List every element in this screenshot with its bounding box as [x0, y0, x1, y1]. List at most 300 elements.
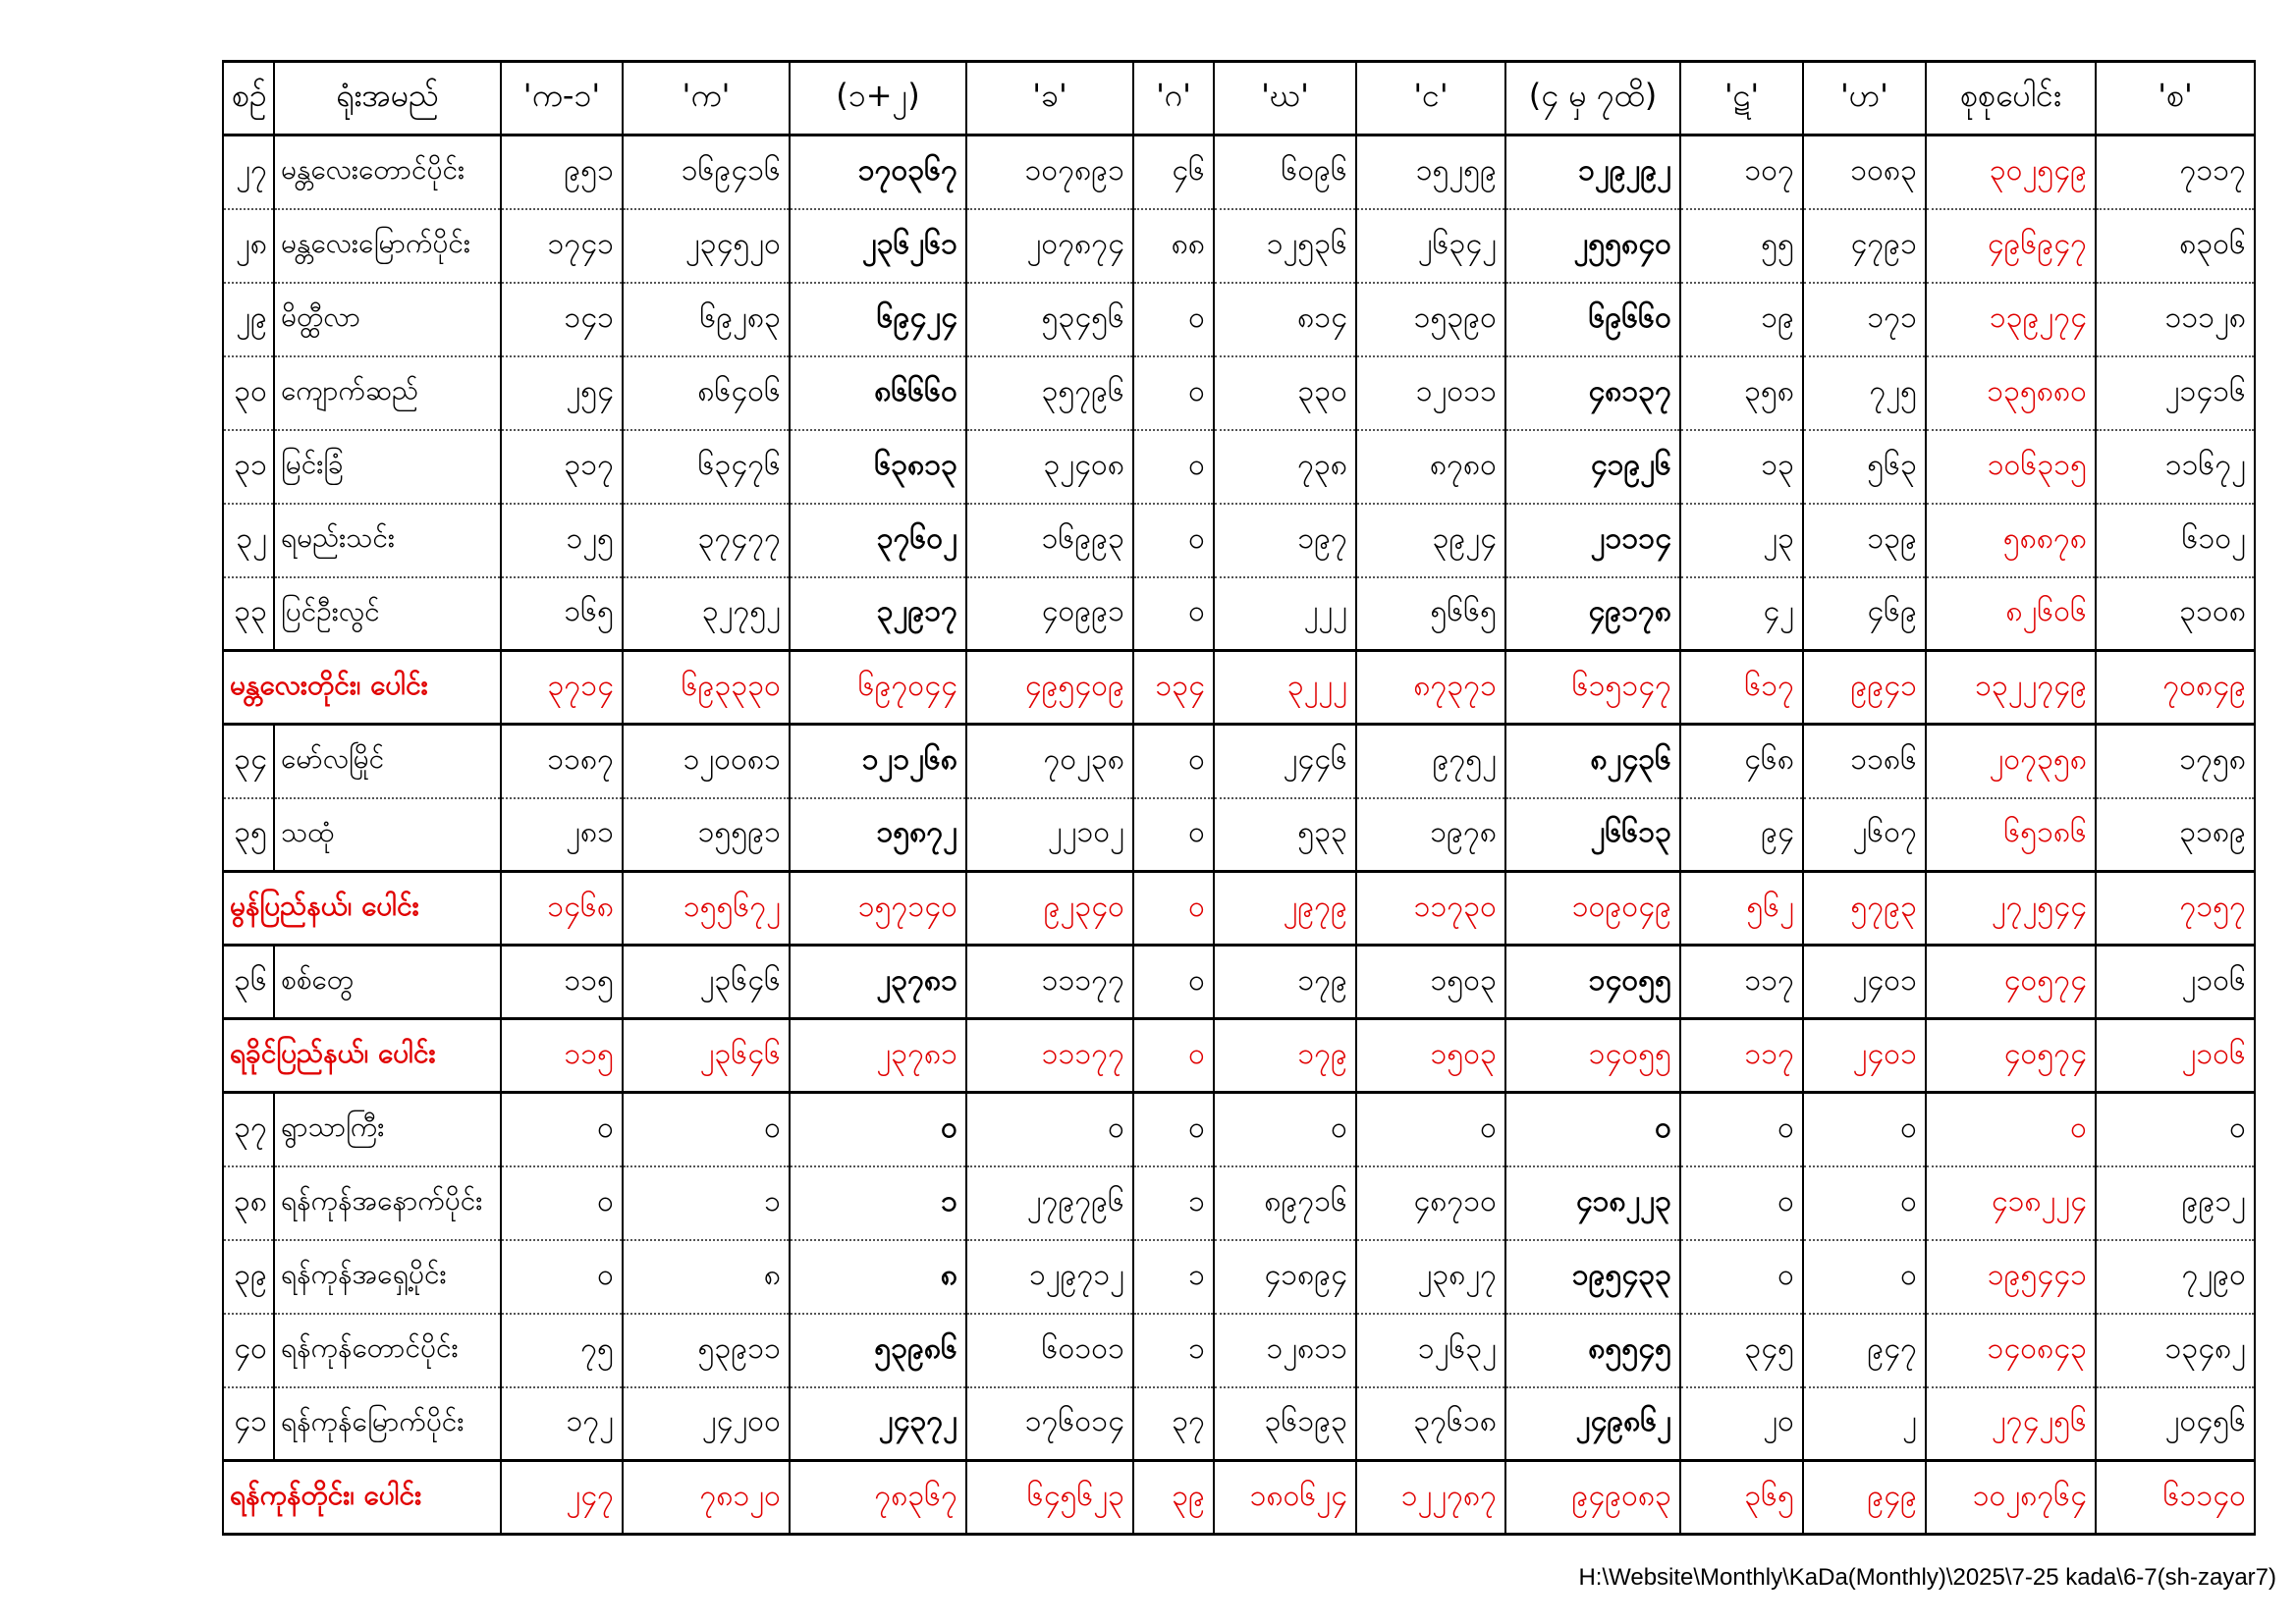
header-cell: 'က' [623, 62, 790, 135]
table-cell: ၁၃၉ [1803, 504, 1926, 577]
subtotal-cell: ၁၄၆၈ [501, 872, 623, 946]
table-cell: ၄၉၆၉၄၇ [1926, 209, 2096, 283]
row-index: ၃၈ [223, 1166, 274, 1240]
office-name: မန္တလေးတောင်ပိုင်း [274, 135, 501, 209]
row-index: ၄၁ [223, 1387, 274, 1461]
table-cell: ၁၁၈၆ [1803, 725, 1926, 798]
subtotal-cell: ၄၉၅၄၀၉ [966, 651, 1133, 725]
office-name: ရန်ကုန်အနောက်ပိုင်း [274, 1166, 501, 1240]
table-cell: ၈ [623, 1240, 790, 1314]
table-cell: ၂၆၀၇ [1803, 798, 1926, 872]
subtotal-row [223, 872, 2255, 946]
subtotal-cell: ၆၁၁၄၀ [2096, 1461, 2255, 1535]
table-cell: ၁၂၁၂၆၈ [790, 725, 966, 798]
table-cell: ၁၇၉ [1214, 946, 1356, 1019]
table-cell: ၆၅၁၈၆ [1926, 798, 2096, 872]
subtotal-cell: ၉၉၄၁ [1803, 651, 1926, 725]
table-cell: ၂၄၃၇၂ [790, 1387, 966, 1461]
row-index: ၃၅ [223, 798, 274, 872]
table-cell: ၁၂၈၁၁ [1214, 1314, 1356, 1387]
header-cell: စုစုပေါင်း [1926, 62, 2096, 135]
table-cell: ၈၈ [1133, 209, 1214, 283]
table-cell: ၀ [1680, 1240, 1803, 1314]
subtotal-cell: ၇၀၈၄၉ [2096, 651, 2255, 725]
subtotal-cell: ၀ [1133, 1019, 1214, 1093]
table-cell: ၂၀၇၃၅၈ [1926, 725, 2096, 798]
subtotal-cell: ၃၆၅ [1680, 1461, 1803, 1535]
table-cell: ၂၁၀၆ [2096, 946, 2255, 1019]
subtotal-cell: ၁၄၀၅၅ [1505, 1019, 1680, 1093]
table-cell: ၀ [1680, 1093, 1803, 1166]
subtotal-cell: ၆၄၅၆၂၃ [966, 1461, 1133, 1535]
table-cell: ၅၆၆၅ [1356, 577, 1505, 651]
row-index: ၃၂ [223, 504, 274, 577]
table-row [223, 1166, 2255, 1240]
table-cell: ၂ [1803, 1387, 1926, 1461]
table-cell: ၁၅၂၅၉ [1356, 135, 1505, 209]
subtotal-cell: ၁၅၀၃ [1356, 1019, 1505, 1093]
table-cell: ၃၇၆၀၂ [790, 504, 966, 577]
subtotal-cell: ၂၃၆၄၆ [623, 1019, 790, 1093]
subtotal-cell: ၁၅၇၁၄၀ [790, 872, 966, 946]
table-cell: ၀ [790, 1093, 966, 1166]
table-row [223, 135, 2255, 209]
table-cell: ၀ [1803, 1240, 1926, 1314]
subtotal-cell: ၁၁၅ [501, 1019, 623, 1093]
office-name: ရန်ကုန်တောင်ပိုင်း [274, 1314, 501, 1387]
table-cell: ၀ [966, 1093, 1133, 1166]
table-cell: ၂၅၄ [501, 356, 623, 430]
table-cell: ၅၈၈၇၈ [1926, 504, 2096, 577]
table-cell: ၂၂၁၀၂ [966, 798, 1133, 872]
row-index: ၂၇ [223, 135, 274, 209]
subtotal-cell: ၆၁၅၁၄၇ [1505, 651, 1680, 725]
table-cell: ၁၂၅ [501, 504, 623, 577]
table-cell: ၀ [1133, 356, 1214, 430]
table-cell: ၈၆၄၀၆ [623, 356, 790, 430]
table-cell: ၁ [1133, 1240, 1214, 1314]
header-cell: 'က-၁' [501, 62, 623, 135]
table-cell: ၈၇၈၀ [1356, 430, 1505, 504]
table-cell: ၁၉၇၈ [1356, 798, 1505, 872]
table-cell: ၆၉၂၈၃ [623, 283, 790, 356]
table-cell: ၃၅၇၉၆ [966, 356, 1133, 430]
table-cell: ၃၇၆၁၈ [1356, 1387, 1505, 1461]
header-cell: 'ခ' [966, 62, 1133, 135]
table-cell: ၀ [2096, 1093, 2255, 1166]
subtotal-cell: ၇၈၁၂၀ [623, 1461, 790, 1535]
row-index: ၃၄ [223, 725, 274, 798]
table-cell: ၄၁၈၂၂၃ [1505, 1166, 1680, 1240]
table-cell: ၂၃၆၄၆ [623, 946, 790, 1019]
table-cell: ၁၇၁ [1803, 283, 1926, 356]
table-cell: ၃၂၄၀၈ [966, 430, 1133, 504]
subtotal-cell: ၂၄၇ [501, 1461, 623, 1535]
table-cell: ၂၇၉၇၉၆ [966, 1166, 1133, 1240]
table-cell: ၁၇၀၃၆၇ [790, 135, 966, 209]
table-cell: ၄၀၅၇၄ [1926, 946, 2096, 1019]
table-cell: ၁ [1133, 1314, 1214, 1387]
table-body [223, 135, 2255, 1535]
office-name: ပြင်ဦးလွင် [274, 577, 501, 651]
table-cell: ၁၉ [1680, 283, 1803, 356]
table-cell: ၂၅၅၈၄၀ [1505, 209, 1680, 283]
office-name: ရွာသာကြီး [274, 1093, 501, 1166]
table-row [223, 430, 2255, 504]
table-cell: ၁၆၉၄၁၆ [623, 135, 790, 209]
office-name: ရမည်းသင်း [274, 504, 501, 577]
subtotal-cell: ၆၉၇၀၄၄ [790, 651, 966, 725]
table-cell: ၅၃၉၁၁ [623, 1314, 790, 1387]
table-cell: ၁၅၀၃ [1356, 946, 1505, 1019]
table-cell: ၁ [790, 1166, 966, 1240]
table-cell: ၀ [1133, 798, 1214, 872]
table-cell: ၂၀၇၈၇၄ [966, 209, 1133, 283]
table-cell: ၃၁၀၈ [2096, 577, 2255, 651]
row-index: ၂၉ [223, 283, 274, 356]
table-cell: ၈၁၄ [1214, 283, 1356, 356]
table-cell: ၂၈၁ [501, 798, 623, 872]
header-cell: 'ဃ' [1214, 62, 1356, 135]
table-cell: ၀ [1505, 1093, 1680, 1166]
table-cell: ၁၁၅ [501, 946, 623, 1019]
table-cell: ၁၃၄၈၂ [2096, 1314, 2255, 1387]
table-cell: ၁၃၅၈၈၀ [1926, 356, 2096, 430]
table-cell: ၂၄၄၆ [1214, 725, 1356, 798]
subtotal-cell: ၃၇၁၄ [501, 651, 623, 725]
table-cell: ၁၇၅၈ [2096, 725, 2255, 798]
table-cell: ၅၃၃ [1214, 798, 1356, 872]
subtotal-cell: ၉၂၃၄၀ [966, 872, 1133, 946]
header-cell: 'ဟ' [1803, 62, 1926, 135]
table-cell: ၁၅၃၉၀ [1356, 283, 1505, 356]
subtotal-cell: ၁၀၉၀၄၉ [1505, 872, 1680, 946]
table-row [223, 1240, 2255, 1314]
subtotal-cell: ၁၃၄ [1133, 651, 1214, 725]
table-cell: ၁၇၆၀၁၄ [966, 1387, 1133, 1461]
table-cell: ၀ [1133, 504, 1214, 577]
subtotal-cell: ၅၇၉၃ [1803, 872, 1926, 946]
table-cell: ၀ [1133, 946, 1214, 1019]
table-cell: ၈ [790, 1240, 966, 1314]
table-cell: ၃၃၀ [1214, 356, 1356, 430]
subtotal-cell: ၆၉၃၃၃၀ [623, 651, 790, 725]
office-name: စစ်တွေ [274, 946, 501, 1019]
table-cell: ၂၃၆၂၆၁ [790, 209, 966, 283]
table-cell: ၆၁၀၂ [2096, 504, 2255, 577]
subtotal-cell: ၃၂၂၂ [1214, 651, 1356, 725]
table-row [223, 209, 2255, 283]
subtotal-cell: ၂၇၂၅၄၄ [1926, 872, 2096, 946]
office-name: မော်လမြိုင် [274, 725, 501, 798]
row-index: ၃၀ [223, 356, 274, 430]
table-cell: ၄၁၈၉၄ [1214, 1240, 1356, 1314]
header-cell: 'ဋ' [1680, 62, 1803, 135]
table-cell: ၈၂၆၀၆ [1926, 577, 2096, 651]
table-cell: ၁၂၉၂၉၂ [1505, 135, 1680, 209]
subtotal-cell: ၁၇၉ [1214, 1019, 1356, 1093]
table-cell: ၂၀၄၅၆ [2096, 1387, 2255, 1461]
table-cell: ၁၄၀၅၅ [1505, 946, 1680, 1019]
table-cell: ၁၄၁ [501, 283, 623, 356]
table-cell: ၅၅ [1680, 209, 1803, 283]
table-cell: ၀ [1133, 430, 1214, 504]
table-cell: ၀ [1133, 283, 1214, 356]
table-cell: ၁၁၁၂၈ [2096, 283, 2255, 356]
table-cell: ၃၇ [1133, 1387, 1214, 1461]
subtotal-cell: ၆၁၇ [1680, 651, 1803, 725]
table-row [223, 1387, 2255, 1461]
table-row [223, 725, 2255, 798]
table-cell: ၂၁၄၁၆ [2096, 356, 2255, 430]
table-cell: ၃၄၅ [1680, 1314, 1803, 1387]
subtotal-cell: ၂၁၀၆ [2096, 1019, 2255, 1093]
subtotal-cell: ၀ [1133, 872, 1214, 946]
table-cell: ၉၅၁ [501, 135, 623, 209]
table-cell: ၉၇၅၂ [1356, 725, 1505, 798]
table-cell: ၇၂၅ [1803, 356, 1926, 430]
subtotal-cell: ၄၀၅၇၄ [1926, 1019, 2096, 1093]
table-cell: ၀ [501, 1093, 623, 1166]
subtotal-cell: ၉၄၉ [1803, 1461, 1926, 1535]
table-cell: ၁၂၀၁၁ [1356, 356, 1505, 430]
subtotal-cell: ၃၉ [1133, 1461, 1214, 1535]
table-cell: ၂၁၁၁၄ [1505, 504, 1680, 577]
table-row [223, 504, 2255, 577]
subtotal-cell: ၁၁၇၃၀ [1356, 872, 1505, 946]
subtotal-cell: ၁၈၀၆၂၄ [1214, 1461, 1356, 1535]
table-cell: ၁၁၈၇ [501, 725, 623, 798]
table-cell: ၄၆၉ [1803, 577, 1926, 651]
table-cell: ၁၉၅၄၄၁ [1926, 1240, 2096, 1314]
table-cell: ၃၂၉၁၇ [790, 577, 966, 651]
table-cell: ၆၃၄၇၆ [623, 430, 790, 504]
table-cell: ၀ [1133, 577, 1214, 651]
table-cell: ၆၀၉၆ [1214, 135, 1356, 209]
table-cell: ၄၇၉၁ [1803, 209, 1926, 283]
table-cell: ၀ [1680, 1166, 1803, 1240]
table-cell: ၅၃၉၈၆ [790, 1314, 966, 1387]
table-cell: ၁၅၈၇၂ [790, 798, 966, 872]
table-row [223, 1314, 2255, 1387]
table-cell: ၂၆၆၁၃ [1505, 798, 1680, 872]
subtotal-cell: ၁၂၂၇၈၇ [1356, 1461, 1505, 1535]
header-cell: (၄ မှ ၇ထိ) [1505, 62, 1680, 135]
table-cell: ၁၇၄၁ [501, 209, 623, 283]
table-cell: ၁၀၇၈၉၁ [966, 135, 1133, 209]
subtotal-cell: ၂၄၀၁ [1803, 1019, 1926, 1093]
table-cell: ၁ [1133, 1166, 1214, 1240]
row-index: ၃၁ [223, 430, 274, 504]
table-cell: ၁၆၅ [501, 577, 623, 651]
subtotal-row [223, 1461, 2255, 1535]
row-index: ၄၀ [223, 1314, 274, 1387]
table-cell: ၇၃၈ [1214, 430, 1356, 504]
table-cell: ၃၉၂၄ [1356, 504, 1505, 577]
revenue-table [222, 60, 2256, 1536]
table-cell: ၁၉၇ [1214, 504, 1356, 577]
table-cell: ၄၁၈၂၂၄ [1926, 1166, 2096, 1240]
subtotal-row [223, 1019, 2255, 1093]
table-cell: ၁ [623, 1166, 790, 1240]
table-cell: ၄၂ [1680, 577, 1803, 651]
table-cell: ၂၇၄၂၅၆ [1926, 1387, 2096, 1461]
row-index: ၃၉ [223, 1240, 274, 1314]
subtotal-label: ရခိုင်ပြည်နယ်၊ ပေါင်း [223, 1019, 501, 1093]
subtotal-cell: ၂၃၇၈၁ [790, 1019, 966, 1093]
table-cell: ၅၃၄၅၆ [966, 283, 1133, 356]
table-cell: ၀ [501, 1240, 623, 1314]
table-cell: ၈၅၅၄၅ [1505, 1314, 1680, 1387]
header-cell: စဉ် [223, 62, 274, 135]
table-cell: ၀ [501, 1166, 623, 1240]
table-cell: ၈၉၇၁၆ [1214, 1166, 1356, 1240]
office-name: ကျောက်ဆည် [274, 356, 501, 430]
table-cell: ၆၉၆၆၀ [1505, 283, 1680, 356]
table-cell: ၁၁၇ [1680, 946, 1803, 1019]
table-cell: ၆၉၄၂၄ [790, 283, 966, 356]
table-cell: ၂၀ [1680, 1387, 1803, 1461]
table-cell: ၂၃၈၂၇ [1356, 1240, 1505, 1314]
table-cell: ၄၉၁၇၈ [1505, 577, 1680, 651]
table-cell: ၄၆ [1133, 135, 1214, 209]
header-cell: (၁+၂) [790, 62, 966, 135]
table-cell: ၁၀၈၃ [1803, 135, 1926, 209]
table-row [223, 946, 2255, 1019]
subtotal-cell: ၁၁၁၇၇ [966, 1019, 1133, 1093]
table-cell: ၂၃၄၅၂၀ [623, 209, 790, 283]
table-cell: ၁၂၅၃၆ [1214, 209, 1356, 283]
table-cell: ၁၃၉၂၇၄ [1926, 283, 2096, 356]
row-index: ၃၆ [223, 946, 274, 1019]
subtotal-cell: ၁၅၅၆၇၂ [623, 872, 790, 946]
subtotal-cell: ၁၀၂၈၇၆၄ [1926, 1461, 2096, 1535]
table-cell: ၉၄ [1680, 798, 1803, 872]
table-cell: ၁၄၀၈၄၃ [1926, 1314, 2096, 1387]
subtotal-cell: ၈၇၃၇၁ [1356, 651, 1505, 725]
header-cell: ရုံးအမည် [274, 62, 501, 135]
subtotal-cell: ၅၆၂ [1680, 872, 1803, 946]
table-row [223, 1093, 2255, 1166]
table-cell: ၁၃ [1680, 430, 1803, 504]
subtotal-cell: ၁၃၂၂၇၄၉ [1926, 651, 2096, 725]
table-cell: ၁၂၀၀၈၁ [623, 725, 790, 798]
table-cell: ၂၄၉၈၆၂ [1505, 1387, 1680, 1461]
subtotal-row [223, 651, 2255, 725]
row-index: ၃၃ [223, 577, 274, 651]
table-cell: ၁၅၅၉၁ [623, 798, 790, 872]
table-cell: ၂၄၀၁ [1803, 946, 1926, 1019]
table-cell: ၀ [1926, 1093, 2096, 1166]
file-path-footer: H:\Website\Monthly\KaDa(Monthly)\2025\7-25 kada\6-7(sh-zayar7) [1578, 1564, 2276, 1591]
table-row [223, 577, 2255, 651]
subtotal-cell: ၂၉၇၉ [1214, 872, 1356, 946]
table-cell: ၁၂၉၇၁၂ [966, 1240, 1133, 1314]
header-cell: 'ဂ' [1133, 62, 1214, 135]
table-cell: ၀ [1356, 1093, 1505, 1166]
table-cell: ၂၄၂၀၀ [623, 1387, 790, 1461]
header-row [223, 62, 2255, 135]
table-cell: ၇၀၂၃၈ [966, 725, 1133, 798]
table-cell: ၅၆၃ [1803, 430, 1926, 504]
office-name: မိတ္ထီလာ [274, 283, 501, 356]
table-cell: ၂၃၇၈၁ [790, 946, 966, 1019]
table-cell: ၆၀၁၀၁ [966, 1314, 1133, 1387]
table-cell: ၀ [1133, 725, 1214, 798]
table-row [223, 356, 2255, 430]
office-name: ရန်ကုန်အရှေ့ပိုင်း [274, 1240, 501, 1314]
office-name: သထုံ [274, 798, 501, 872]
subtotal-label: ရန်ကုန်တိုင်း၊ ပေါင်း [223, 1461, 501, 1535]
subtotal-cell: ၇၁၅၇ [2096, 872, 2255, 946]
table-cell: ၄၆၈ [1680, 725, 1803, 798]
table-cell: ၆၃၈၁၃ [790, 430, 966, 504]
table-cell: ၃၁၈၉ [2096, 798, 2255, 872]
subtotal-cell: ၇၈၃၆၇ [790, 1461, 966, 1535]
subtotal-cell: ၁၁၇ [1680, 1019, 1803, 1093]
header-cell: 'င' [1356, 62, 1505, 135]
header-cell: 'စ' [2096, 62, 2255, 135]
office-name: မြင်းခြံ [274, 430, 501, 504]
table-cell: ၃၆၁၉၃ [1214, 1387, 1356, 1461]
table-cell: ၄၈၇၁၀ [1356, 1166, 1505, 1240]
table-cell: ၉၉၁၂ [2096, 1166, 2255, 1240]
table-cell: ၀ [1803, 1166, 1926, 1240]
table-row [223, 798, 2255, 872]
table-cell: ၉၄၇ [1803, 1314, 1926, 1387]
table-cell: ၁၀၆၃၁၅ [1926, 430, 2096, 504]
table-cell: ၇၁၁၇ [2096, 135, 2255, 209]
table-cell: ၄၁၉၂၆ [1505, 430, 1680, 504]
table-cell: ၂၃ [1680, 504, 1803, 577]
table-cell: ၇၅ [501, 1314, 623, 1387]
subtotal-label: မွန်ပြည်နယ်၊ ပေါင်း [223, 872, 501, 946]
table-cell: ၁၇၂ [501, 1387, 623, 1461]
report-sheet [222, 60, 2254, 1536]
table-cell: ၈၆၆၆၀ [790, 356, 966, 430]
table-cell: ၄၀၉၉၁ [966, 577, 1133, 651]
table-cell: ၁၆၉၉၃ [966, 504, 1133, 577]
table-cell: ၃၅၈ [1680, 356, 1803, 430]
table-cell: ၀ [1214, 1093, 1356, 1166]
table-cell: ၈၃၀၆ [2096, 209, 2255, 283]
table-cell: ၃၁၇ [501, 430, 623, 504]
table-cell: ၁၁၁၇၇ [966, 946, 1133, 1019]
table-cell: ၂၂၂ [1214, 577, 1356, 651]
table-cell: ၁၉၅၄၃၃ [1505, 1240, 1680, 1314]
table-cell: ၃၀၂၅၄၉ [1926, 135, 2096, 209]
table-cell: ၀ [623, 1093, 790, 1166]
table-cell: ၃၂၇၅၂ [623, 577, 790, 651]
table-cell: ၁၂၆၃၂ [1356, 1314, 1505, 1387]
table-cell: ၈၂၄၃၆ [1505, 725, 1680, 798]
table-cell: ၁၀၇ [1680, 135, 1803, 209]
office-name: မန္တလေးမြောက်ပိုင်း [274, 209, 501, 283]
office-name: ရန်ကုန်မြောက်ပိုင်း [274, 1387, 501, 1461]
table-cell: ၄၈၁၃၇ [1505, 356, 1680, 430]
row-index: ၃၇ [223, 1093, 274, 1166]
table-cell: ၀ [1133, 1093, 1214, 1166]
subtotal-label: မန္တလေးတိုင်း၊ ပေါင်း [223, 651, 501, 725]
table-cell: ၁၁၆၇၂ [2096, 430, 2255, 504]
table-cell: ၀ [1803, 1093, 1926, 1166]
table-cell: ၃၇၄၇၇ [623, 504, 790, 577]
table-row [223, 283, 2255, 356]
table-cell: ၇၂၉၀ [2096, 1240, 2255, 1314]
row-index: ၂၈ [223, 209, 274, 283]
table-cell: ၂၆၃၄၂ [1356, 209, 1505, 283]
subtotal-cell: ၉၄၉၀၈၃ [1505, 1461, 1680, 1535]
